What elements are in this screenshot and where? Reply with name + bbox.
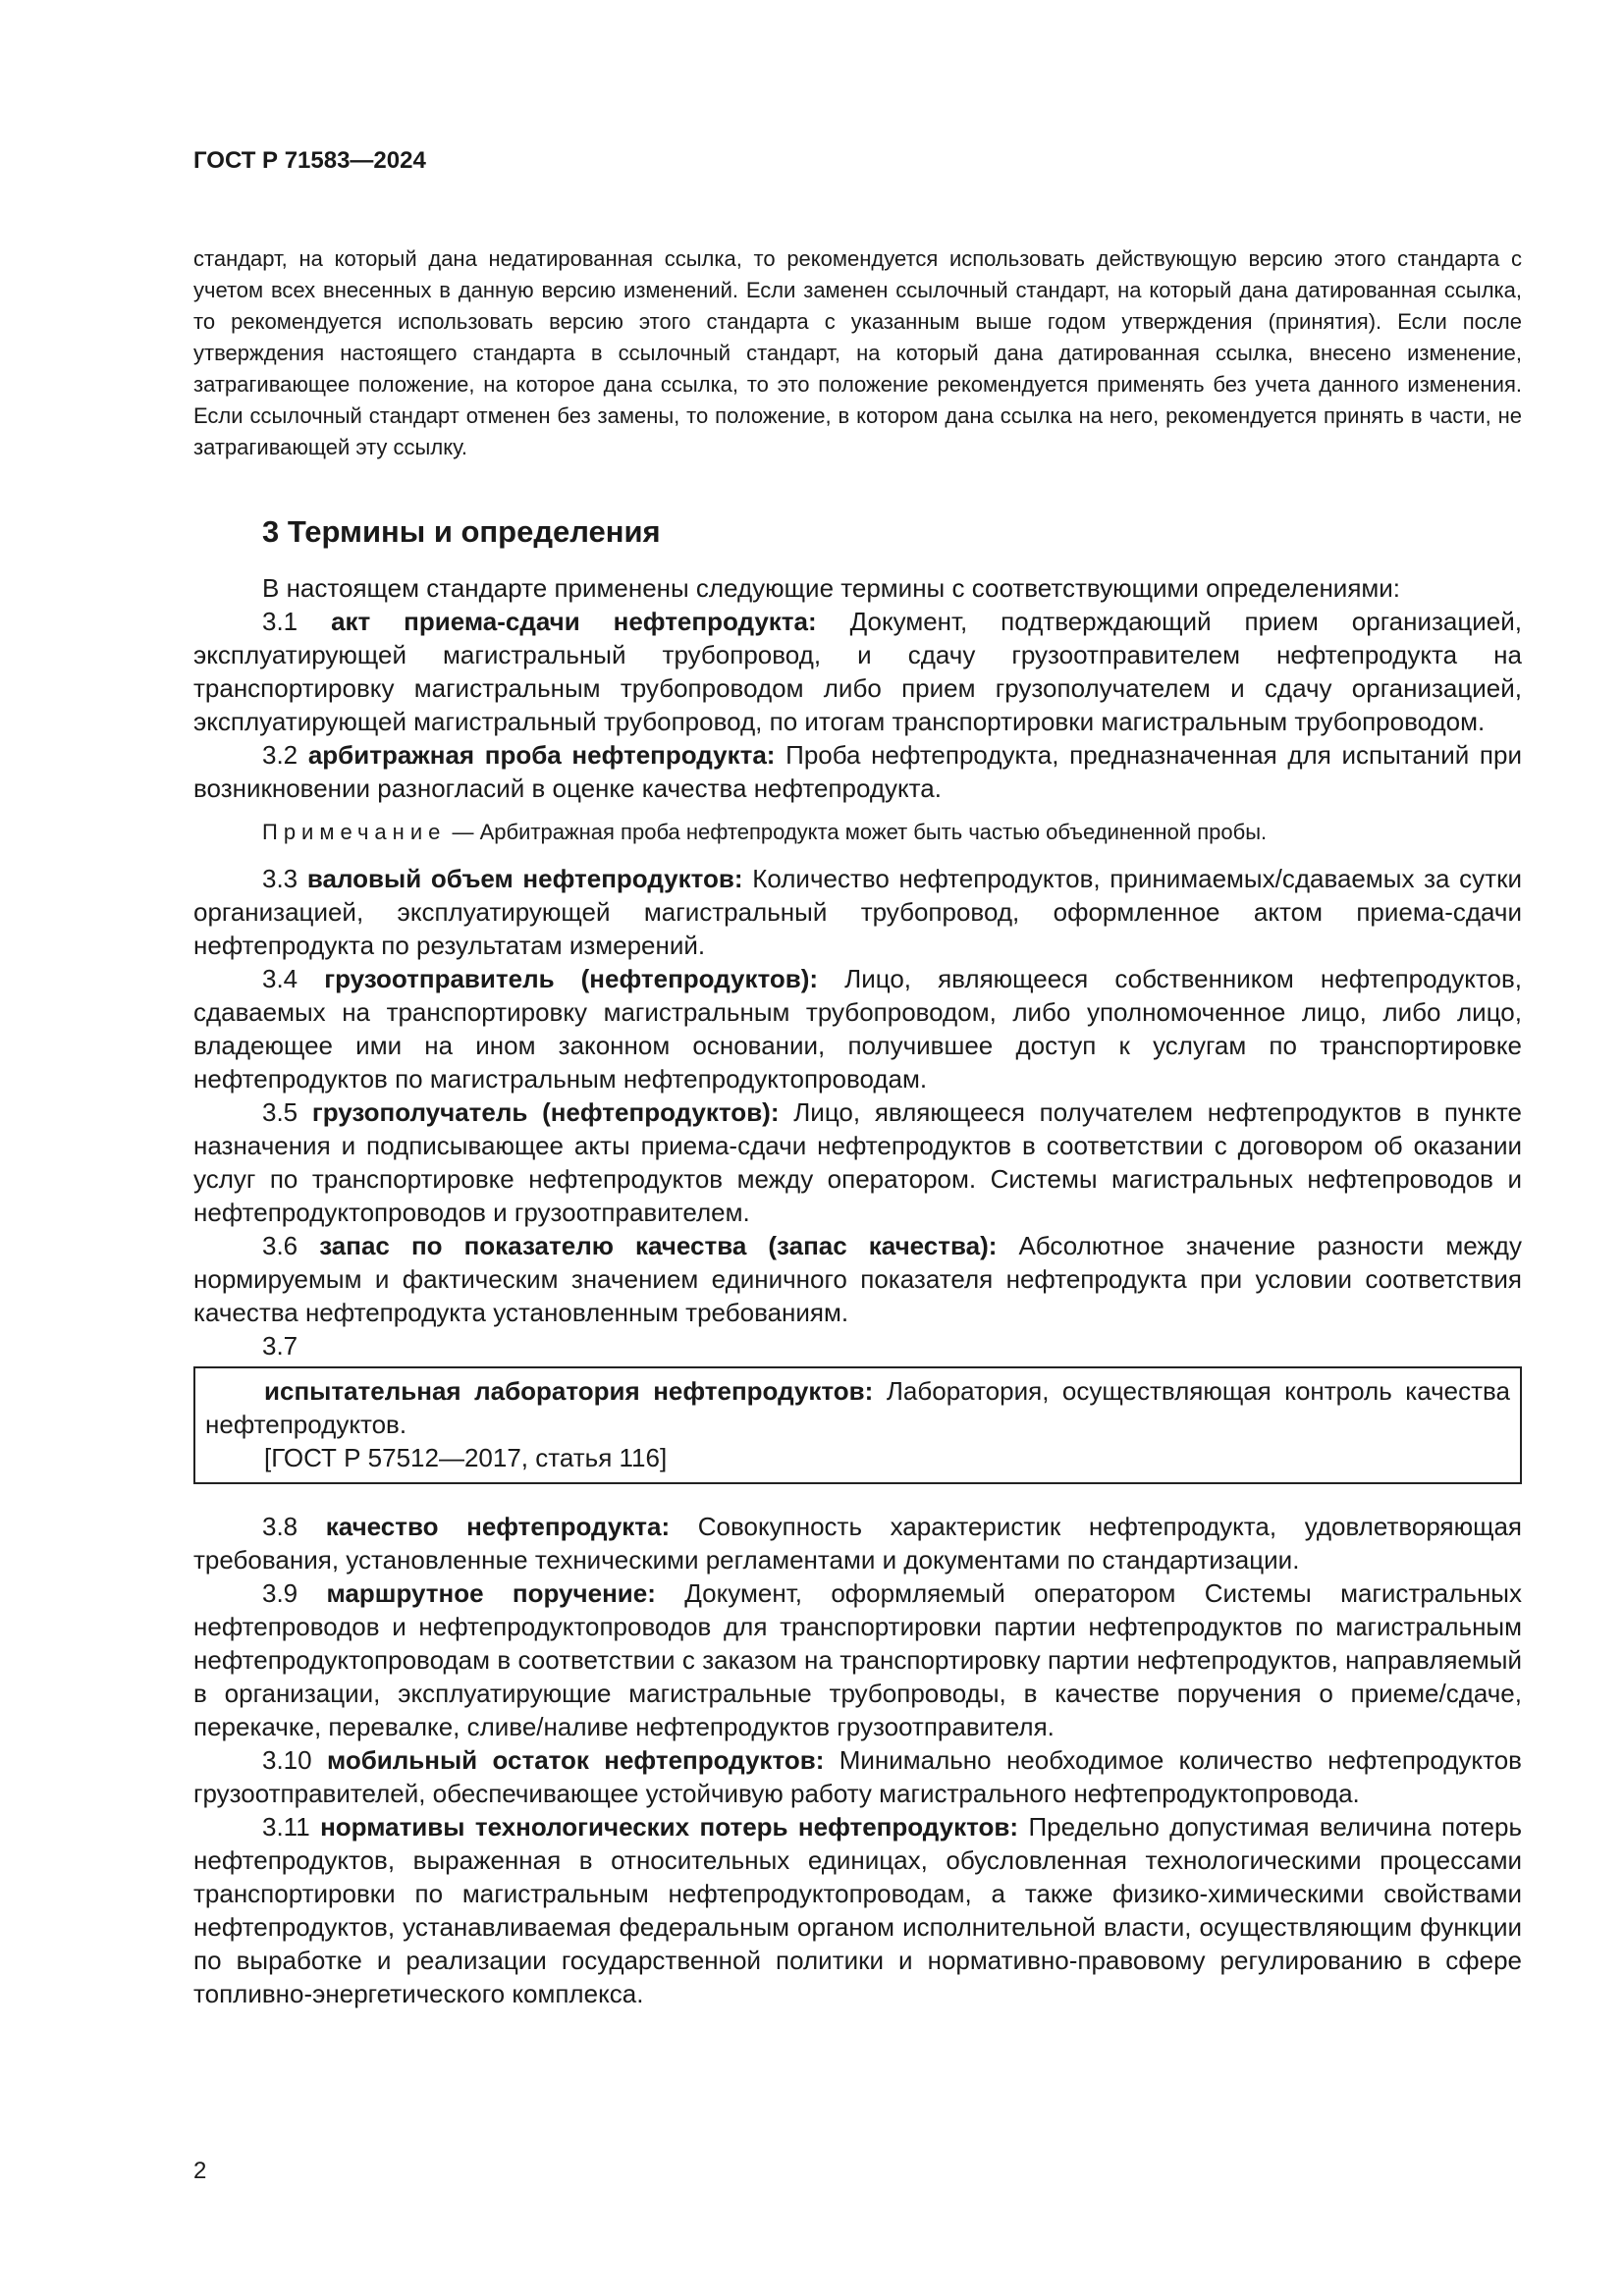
term-name: нормативы технологических потерь нефтепродуктов: [320, 1812, 1019, 1842]
term-3-8 [193, 1510, 1522, 1576]
term-name: акт приема-сдачи нефтепродукта: [331, 607, 817, 636]
section-title: 3 Термины и определения [262, 514, 661, 549]
term-3-11 [193, 1810, 1522, 2010]
term-3-1 [193, 605, 1522, 738]
term-3-4 [193, 962, 1522, 1095]
term-name: грузоотправитель (нефтепродуктов): [324, 964, 819, 993]
term-3-10 [193, 1743, 1522, 1810]
term-definition: Лаборатория, осуществляющая контроль качества нефтепродуктов. [205, 1376, 1510, 1439]
term-number: 3.5 [262, 1097, 298, 1127]
term-definition: Совокупность характеристик нефтепродукта, удовлетворяющая требования, установленные техническими регламентами и документами по стандартизации. [193, 1512, 1523, 1575]
term-3-7-number: 3.7 [262, 1331, 298, 1361]
term-number: 3.9 [262, 1578, 298, 1608]
term-number: 3.6 [262, 1231, 298, 1260]
term-name: валовый объем нефтепродуктов: [306, 864, 743, 893]
term-name: мобильный остаток нефтепродуктов: [326, 1745, 825, 1775]
term-definition: Минимально необходимое количество нефтепродуктов грузоотправителей, обеспечивающее устойчивую работу магистрального нефтепродуктопровода. [193, 1745, 1522, 1808]
term-3-2 [193, 738, 1522, 805]
term-3-3 [193, 862, 1522, 962]
term-3-5 [193, 1095, 1522, 1229]
term-definition: Лицо, являющееся собственником нефтепродуктов, сдаваемых на транспортировку магистральным трубопроводом, либо уполномоченное лицо, либо лицо, владеющее ими на ином законном основании, получившее доступ к услугам по транспортировке нефтепродуктов по магистральным нефтепродуктопроводам. [193, 964, 1522, 1094]
term-definition: Количество нефтепродуктов, принимаемых/сдаваемых за сутки организацией, эксплуатирующей магистральный трубопровод, оформленное актом приема-сдачи нефтепродукта по результатам измерений. [193, 864, 1522, 960]
intro-paragraph: стандарт, на который дана недатированная ссылка, то рекомендуется использовать действующую версию этого стандарта с учетом всех внесенных в данную версию изменений. Если заменен ссылочный стандарт, на который дана датированная ссылка, то рекомендуется использовать версию этого стандарта с указанным выше годом утверждения (принятия). Если после утверждения настоящего стандарта в ссылочный стандарт, на который дана датированная ссылка, внесено изменение, затрагивающее положение, на которое дана ссылка, то это положение рекомендуется применять без учета данного изменения. Если ссылочный стандарт отменен без замены, то положение, в котором дана ссылка на него, рекомендуется принять в части, не затрагивающей эту ссылку. [193, 246, 1522, 459]
term-definition: Проба нефтепродукта, предназначенная для испытаний при возникновении разногласий в оценке качества нефтепродукта. [193, 740, 1522, 803]
page-number: 2 [193, 2158, 207, 2184]
note-label: Примечание [262, 820, 447, 844]
term-number: 3.1 [262, 607, 298, 636]
term-name: испытательная лаборатория нефтепродуктов: [264, 1376, 874, 1406]
term-number: 3.10 [262, 1745, 312, 1775]
term-name: качество нефтепродукта: [325, 1512, 671, 1541]
term-name: запас по показателю качества (запас качества): [319, 1231, 998, 1260]
term-name: арбитражная проба нефтепродукта: [307, 740, 776, 770]
term-name: маршрутное поручение: [326, 1578, 656, 1608]
term-name: грузополучатель (нефтепродуктов): [311, 1097, 780, 1127]
term-definition: Документ, оформляемый оператором Системы магистральных нефтепроводов и нефтепродуктопроводов для транспортировки партии нефтепродуктов по магистральным нефтепродуктопроводам в соответствии с заказом на транспортировку партии нефтепродуктов, направляемый в организации, эксплуатирующие магистральные трубопроводы, в качестве поручения о приеме/сдаче, перекачке, перевалке, сливе/наливе нефтепродуктов грузоотправителя. [193, 1578, 1522, 1741]
term-number: 3.8 [262, 1512, 298, 1541]
term-number: 3.3 [262, 864, 298, 893]
boxed-term-3-7 [193, 1366, 1522, 1484]
boxed-term-text [205, 1374, 1510, 1441]
document-page [193, 147, 1522, 2010]
term-definition: Лицо, являющееся получателем нефтепродуктов в пункте назначения и подписывающее акты приема-сдачи нефтепродуктов в соответствии с договором об оказании услуг по транспортировке нефтепродуктов между оператором. Системы магистральных нефтепроводов и нефтепродуктопроводов и грузоотправителем. [193, 1097, 1522, 1227]
term-definition: Абсолютное значение разности между нормируемым и фактическим значением единичного показателя нефтепродукта при условии соответствия качества нефтепродукта установленным требованиям. [193, 1231, 1522, 1327]
note-text: — Арбитражная проба нефтепродукта может быть частью объединенной пробы. [452, 820, 1268, 844]
term-3-9 [193, 1576, 1522, 1743]
section-lead: В настоящем стандарте применены следующие термины с соответствующими определениями: [262, 573, 1401, 603]
term-source-reference: [ГОСТ Р 57512—2017, статья 116] [264, 1443, 668, 1472]
document-header: ГОСТ Р 71583—2024 [193, 147, 426, 174]
term-number: 3.11 [262, 1812, 310, 1842]
term-definition: Документ, подтверждающий прием организацией, эксплуатирующей магистральный трубопровод, и сдачу грузоотправителем нефтепродукта на транспортировку магистральным трубопроводом либо прием грузополучателем и сдачу организацией, эксплуатирующей магистральный трубопровод, по итогам транспортировки магистральным трубопроводом. [193, 607, 1522, 736]
term-definition: Предельно допустимая величина потерь нефтепродуктов, выраженная в относительных единицах, обусловленная технологическими процессами транспортировки по магистральным нефтепродуктопроводам, а также физико-химическими свойствами нефтепродуктов, устанавливаемая федеральным органом исполнительной власти, осуществляющим функции по выработке и реализации государственной политики и нормативно-правовому регулированию в сфере топливно-энергетического комплекса. [193, 1812, 1522, 2008]
note [262, 817, 1522, 848]
term-3-6 [193, 1229, 1522, 1329]
term-number: 3.2 [262, 740, 298, 770]
term-number: 3.4 [262, 964, 298, 993]
